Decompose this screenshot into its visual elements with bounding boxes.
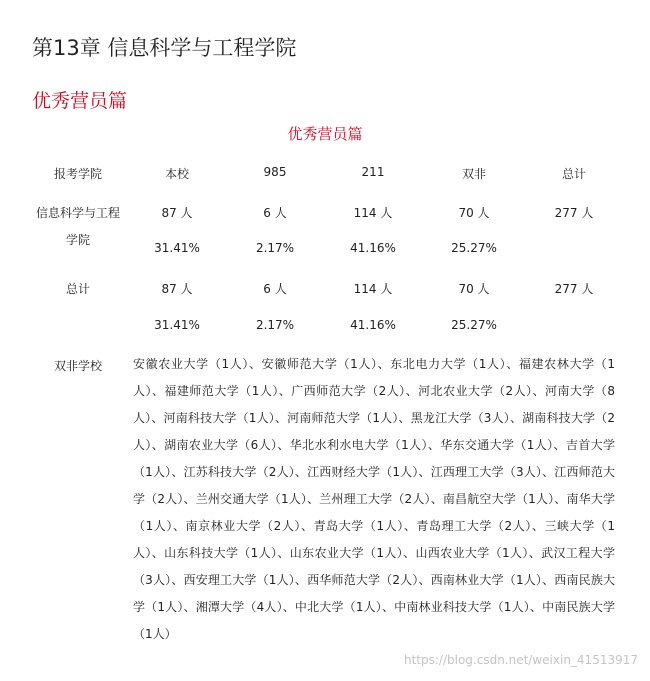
count-non-elite: 70 人 [458,282,490,296]
header-college: 报考学院 [53,167,103,181]
header-total: 总计 [561,167,587,181]
count-211: 114 人 [353,206,393,220]
row-label: 总计 [65,282,91,296]
percent-211: 41.16% [350,241,396,255]
count-own-school: 87 人 [161,282,193,296]
row-label: 信息科学与工程 [35,206,121,220]
table-title: 优秀营员篇 [287,125,363,143]
count-total: 277 人 [554,282,594,296]
percent-211: 41.16% [350,318,396,332]
percent-985: 2.17% [255,241,295,255]
row-label-cont: 学院 [65,233,91,247]
chapter-title: 第13章 信息科学与工程学院 [32,36,297,60]
count-own-school: 87 人 [161,206,193,220]
percent-own-school: 31.41% [154,318,200,332]
schools-list: 安徽农业大学（1人）、安徽师范大学（1人）、东北电力大学（1人）、福建农林大学（1人）、福建师范大学（1人）、广西师范大学（2人）、河北农业大学（2人）、河南大学（8人）、河南科技大学（1人）、河南师范大学（1人）、黑龙江大学（3人）、湖南科技大学（2人）、湖南农业大学（6人）、华北水利水电大学（1人）、华东交通大学（1人）、吉首大学（1人）、江苏科技大学（2人）、江西财经大学（1人）、江西理工大学（3人）、江西师范大学（2人）、兰州交通大学（1人）、兰州理工大学（2人）、南昌航空大学（1人）、南华大学（1人）、南京林业大学（2人）、青岛大学（1人）、青岛理工大学（2人）、三峡大学（1人）、山东科技大学（1人）、山东农业大学（1人）、山西农业大学（1人）、武汉工程大学（3人）、西安理工大学（1人）、西华师范大学（2人）、西南林业大学（1人）、西南民族大学（1人）、湘潭大学（4人）、中北大学（1人）、中南林业科技大学（1人）、中南民族大学（1人） [133,357,615,641]
schools-label: 双非学校 [54,359,103,373]
count-985: 6 人 [263,206,287,220]
section-title: 优秀营员篇 [32,90,128,112]
percent-985: 2.17% [255,318,295,332]
percent-non-elite: 25.27% [451,241,497,255]
header-non-elite: 双非 [461,167,487,181]
header-own-school: 本校 [164,167,190,181]
percent-own-school: 31.41% [154,241,200,255]
count-total: 277 人 [554,206,594,220]
header-211: 211 [361,165,385,179]
header-985: 985 [263,165,287,179]
count-non-elite: 70 人 [458,206,490,220]
count-985: 6 人 [263,282,287,296]
watermark: https://blog.csdn.net/weixin_41513917 [403,653,638,667]
count-211: 114 人 [353,282,393,296]
percent-non-elite: 25.27% [451,318,497,332]
